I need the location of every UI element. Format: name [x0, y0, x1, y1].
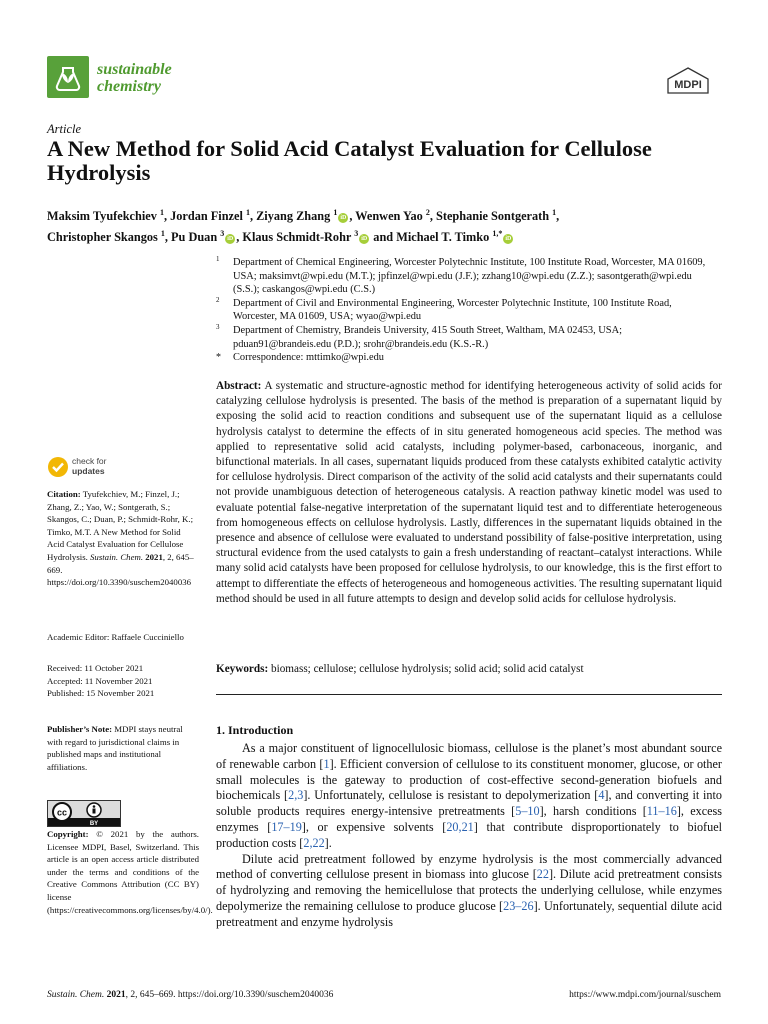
citation-block: Citation: Tyufekchiev, M.; Finzel, J.; Zhang, Z.; Yao, W.; Sontgerath, S.; Skangos, C.; Duan, P.; Schmidt-Rohr, K.; Timko, M.T. A New Method for Solid Acid Catalyst Evaluation for Cellulose Hydrolysis. Sustain. Chem. 2021, 2, 645–669. https://doi.org/10.3390/suschem2040036	[47, 489, 194, 588]
introduction-text: As a major constituent of lignocellulosic biomass, cellulose is the planet’s most abundant source of renewable carbon [1]. Efficient conversion of cellulose to its constituent monomer, glucose, or other small molecules is the gateway to production of cost-effective second-generation biofuels and biochemicals [2,3]. Unfortunately, cellulose is resistant to depolymerization [4], and converting it into soluble products requires energy-intensive pretreatments [5–10], harsh conditions [11–16], excess enzymes [17–19], or expensive solvents [20,21] that contribute disproportionately to biofuel production costs [2,22]. Dilute acid pretreatment followed by enzyme hydrolysis is the most commercially advanced method of converting cellulose present in biomass into glucose [22]. Dilute acid pretreatment consists of hydrolyzing and removing the hemicellulose that protects the underlying cellulose, while enzymes depolymerize the remaining cellulose to produce glucose [23–26]. Unfortunately, sequential dilute acid pretreatment and enzyme hydrolysis	[216, 741, 723, 929]
orcid-icon[interactable]: iD	[340, 215, 347, 222]
check-for-updates-button[interactable]: check for updates	[47, 456, 167, 478]
citation-link[interactable]: 1	[323, 756, 330, 771]
publishers-note: Publisher’s Note: MDPI stays neutral with regard to jurisdictional claims in published maps and institutional affiliations.	[47, 724, 183, 772]
affiliation-item: 3 Department of Chemistry, Brandeis University, 415 South Street, Waltham, MA 02453, USA; pduan91@brandeis.edu (P.D.); srohr@brandeis.edu (K.S.-R.)	[216, 322, 622, 350]
affiliations	[216, 256, 716, 365]
affiliation-item: 2 Department of Civil and Environmental Engineering, Worcester Polytechnic Institute, 100 Institute Road, Worcester, MA 01609, USA; wyao@wpi.edu	[216, 295, 672, 323]
orcid-icon[interactable]: iD	[505, 236, 512, 243]
footer-citation: Sustain. Chem. 2021, 2, 645–669. https://doi.org/10.3390/suschem2040036	[47, 990, 334, 1000]
footer-journal-url[interactable]: https://www.mdpi.com/journal/suschem	[569, 990, 721, 1000]
keywords-text: biomass; cellulose; cellulose hydrolysis; solid acid; solid acid catalyst	[271, 663, 584, 675]
publisher-logo	[664, 66, 712, 96]
section-title: 1. Introduction	[216, 723, 294, 737]
orcid-icon[interactable]: iD	[227, 236, 234, 243]
journal-name: sustainable chemistry	[97, 61, 172, 95]
citation-link[interactable]: 4	[598, 788, 605, 803]
svg-text:MDPI: MDPI	[674, 79, 702, 91]
citation-link[interactable]: 22	[536, 867, 549, 882]
authors-line-2: Christopher Skangos $^1$, Pu Duan $^3$iD , Klaus Schmidt-Rohr $^3$iD and Michael T. Timko $^{1,*}$iD	[47, 229, 512, 245]
citation-link[interactable]: 20,21	[446, 819, 474, 834]
author-list	[47, 204, 727, 246]
article-title: A New Method for Solid Acid Catalyst Evaluation for Cellulose Hydrolysis	[47, 136, 652, 185]
academic-editor: Academic Editor: Raffaele Cucciniello	[47, 632, 184, 642]
citation-link[interactable]: 5–10	[515, 804, 540, 819]
citation-link[interactable]: 11–16	[646, 804, 677, 819]
check-updates-icon	[47, 456, 69, 478]
svg-text:cc: cc	[56, 807, 68, 818]
section-divider	[216, 694, 722, 695]
keywords	[216, 662, 722, 677]
citation-link[interactable]: 2,22	[303, 835, 325, 850]
article-type: Article	[47, 122, 82, 136]
affiliation-item: 1 Department of Chemical Engineering, Worcester Polytechnic Institute, 100 Institute Road, Worcester, MA 01609, USA; maksimvt@wpi.edu (M.T.); jpfinzel@wpi.edu (J.F.); zzhang10@wpi.edu (Z.Z.); sasontgerath@wpi.edu (S.S.); caskangos@wpi.edu (C.S.)	[216, 255, 706, 296]
citation-link[interactable]: 17–19	[271, 819, 302, 834]
authors-line-1: Maksim Tyufekchiev $^1$, Jordan Finzel $^1$, Ziyang Zhang $^1$iD , Wenwen Yao $^2$, Stephanie Sontgerath $^1$,	[47, 208, 560, 224]
publication-dates: Received: 11 October 2021 Accepted: 11 November 2021 Published: 15 November 2021	[47, 663, 155, 699]
abstract-text: A systematic and structure-agnostic method for identifying heterogeneous activity of solid acids for catalyzing cellulose hydrolysis is presented. The basis of the method is preparation of a supernatant liquid by exposing the solid acid to reaction conditions and subsequent use of the supernatant liquid as a cellulose hydrolysis catalyst to determine the effects of in situ generated homogeneous acid species. The method was applied to representative solid acid catalysts, including polymer-based, carbonaceous, inorganic, and bifunctional materials. In all cases, supernatant liquids produced from these catalysts exhibited catalytic activity for cellulose hydrolysis. Direct comparison of the activity of the solid acid catalysts and their supernatants could not provide unambiguous detection of heterogeneous catalysis. A reaction pathway kinetic model was used to evaluate potential false-negative interpretation of the supernatant liquid test and to differentiate heterogeneous from homogeneous effects on cellulose hydrolysis. Lastly, differences in the supernatant liquids obtained in the presence and absence of cellulose were evaluated to understand possibility of false-positive interpretation, using structural evidence from the used catalysts to gain a fresh understanding of reactant–catalyst interactions. While many solid acid catalysts have been proposed for cellulose hydrolysis, to our knowledge, this is the first effort to attempt to differentiate the effects of heterogeneous and homogeneous activities. The resulting supernatant liquid method should be used in all future attempts to design and develop solid acids for cellulose hydrolysis.	[216, 380, 722, 605]
citation-link[interactable]: 23–26	[503, 898, 534, 913]
svg-text:BY: BY	[89, 821, 99, 826]
journal-logo-icon	[47, 56, 89, 98]
copyright-notice: Copyright: © 2021 by the authors. Licensee MDPI, Basel, Switzerland. This article is an open access article distributed under the terms and conditions of the Creative Commons Attribution (CC BY) license (https://creativecommons.org/licenses/by/4.0/).	[47, 829, 213, 915]
orcid-icon[interactable]: iD	[361, 236, 368, 243]
abstract	[216, 379, 722, 607]
cc-by-license-icon[interactable]	[47, 800, 121, 827]
citation-link[interactable]: 2,3	[288, 788, 304, 803]
affiliation-item: * Correspondence: mttimko@wpi.edu	[216, 352, 384, 364]
abstract-label: Abstract:	[216, 380, 262, 392]
keywords-label: Keywords:	[216, 663, 269, 675]
